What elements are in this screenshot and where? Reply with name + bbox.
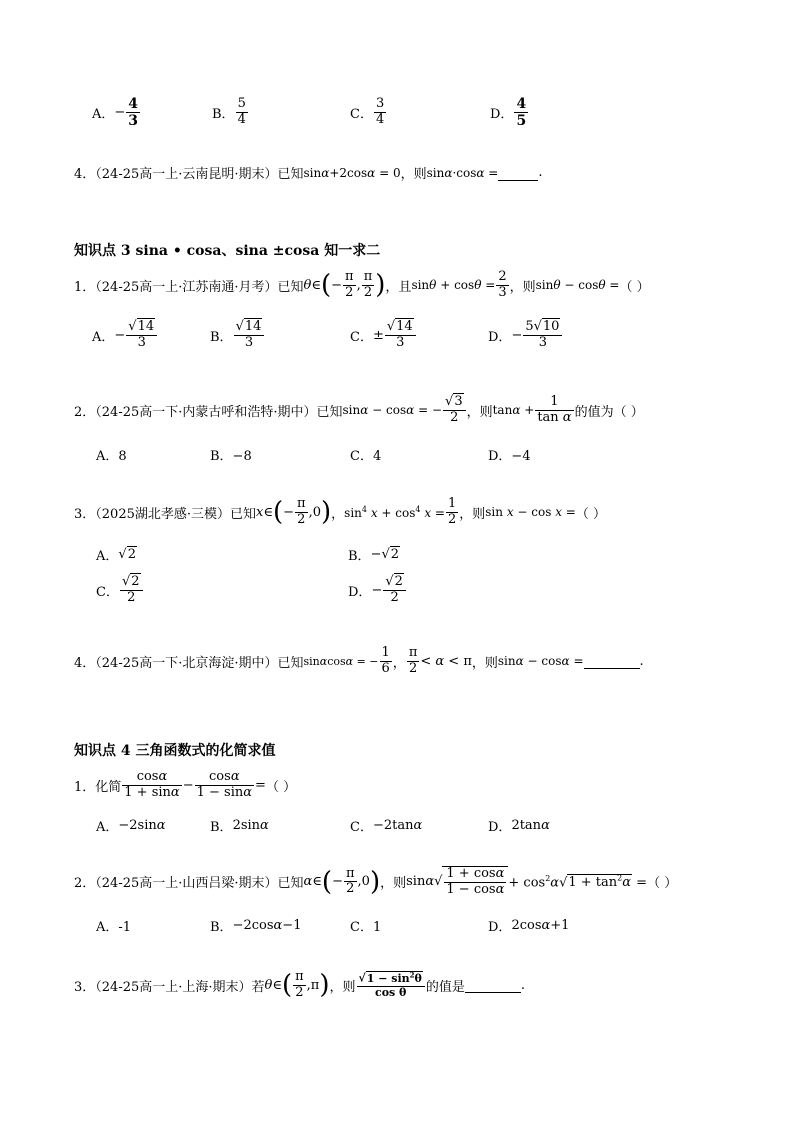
fraction: $\frac{\pi}{2}$: [295, 969, 304, 1000]
text: .: [639, 653, 644, 669]
text: 的值为（ ）: [574, 404, 644, 420]
s3-q3-options-row2: [96, 575, 407, 606]
option-label: A．: [92, 329, 115, 345]
option-label: C．: [350, 820, 373, 835]
text: ，且: [385, 279, 412, 295]
text: ，: [331, 506, 345, 522]
option-b: B． −2cosα−1: [210, 918, 302, 935]
option-label: D．: [348, 584, 372, 600]
fraction: $\frac{√1 - \sin^2\theta}{\text{cos θ}}$: [357, 971, 425, 999]
option-c: C． ± $\frac{√14}{3}$: [350, 320, 488, 351]
option-c: [96, 575, 348, 606]
fraction: $\frac{√2}{2}$: [383, 575, 406, 606]
fraction: $\frac{1}{6}$: [381, 645, 390, 676]
option-c: C．1: [350, 920, 382, 935]
text: （ ）: [265, 779, 297, 795]
fraction: $\frac{5√10}{3}$: [523, 320, 562, 351]
option-b: [212, 97, 350, 128]
question-label: 1．（24-25高一上·江苏南通·月考）已知: [74, 279, 304, 295]
option-d: [490, 96, 529, 129]
text: （ ）: [647, 876, 678, 892]
option-label: B．: [210, 329, 233, 345]
fraction: $\frac{\cos\alpha}{1 + \sin\alpha}$: [124, 769, 180, 800]
option-c: C． −2tanα: [350, 818, 423, 835]
text: ，: [392, 655, 406, 671]
text: ，则: [329, 979, 356, 995]
option-label: B．: [210, 920, 233, 935]
option-d: D．−4: [488, 449, 531, 464]
fraction: $\frac{3}{4}$: [375, 96, 385, 128]
option-d: D． 2cosα+1: [488, 918, 570, 935]
option-a: A． −2sinα: [96, 818, 166, 835]
text: ，则: [471, 655, 498, 671]
s3-question-2: 2．（24-25高一下·内蒙古呼和浩特·期中）已知 sinα − cosα = − $\frac{√3}{2}$ ，则 tanα + $\frac{1}{\text{tan α}}$ 的值为（ ）: [74, 394, 644, 425]
section-3-title: 知识点 3 sina • cosa、sina ±cosa 知一求二: [74, 243, 381, 259]
option-b: B． 2sinα: [210, 818, 269, 835]
fraction: $\frac{4}{3}$: [128, 96, 139, 130]
option-label: A．: [96, 820, 119, 835]
question-label: 3．（24-25高一上·上海·期末）若: [74, 979, 265, 995]
fraction: $\frac{\pi}{2}$: [408, 645, 418, 676]
fraction: $\frac{√3}{2}$: [443, 395, 466, 426]
fraction: $\frac{1}{\text{tan α}}$: [537, 394, 572, 425]
text: ，则: [459, 506, 486, 522]
fraction: $\frac{4}{5}$: [516, 96, 527, 130]
section-4-title: 知识点 4 三角函数式的化简求值: [74, 743, 276, 759]
answer-blank[interactable]: [465, 977, 521, 993]
text: （ ）: [575, 506, 606, 522]
question-label: 4．（24-25高一上·云南昆明·期末）已知: [74, 167, 304, 182]
text: .: [538, 165, 543, 180]
text: ，则: [509, 279, 536, 295]
question-label: 2．（24-25高一下·内蒙古呼和浩特·期中）已知: [74, 404, 343, 420]
option-label: D．: [490, 107, 514, 123]
fraction: $\frac{\pi}{2}$: [345, 269, 354, 300]
fraction: $\frac{1}{2}$: [447, 496, 457, 527]
text: ，则: [400, 167, 427, 182]
option-a: A． − $\frac{4}{3}$: [92, 96, 139, 130]
s4-question-3: 3．（24-25高一上·上海·期末）若 θ ∈ ( $\frac{\pi}{2}$ ,π ) ，则 $\frac{√1 - \sin^2\theta}{\text{cos θ}}$ 的值是 .: [74, 969, 526, 1001]
option-d: D． − $\frac{5√10}{3}$: [488, 320, 563, 351]
s4-q2-options: [96, 916, 569, 935]
fraction: $\frac{\pi}{2}$: [345, 865, 355, 897]
s3-question-3: 3．（2025湖北孝感·三模）已知 x ∈ ( − $\frac{\pi}{2}$ ,0 ) ， $\sin^4 x + \cos^4 x$ = $\frac{1}{2}$ ，则 sin x − cos x = （ ）: [74, 496, 606, 528]
s3-q1-options: [92, 320, 563, 351]
text: （ ）: [619, 279, 650, 295]
s3-q2-options: [96, 445, 531, 464]
option-label: D．: [488, 920, 512, 935]
option-label: C．: [350, 107, 373, 123]
option-b: [210, 320, 350, 351]
fraction: $\frac{\cos\alpha}{1 - \sin\alpha}$: [196, 769, 253, 800]
option-c: [350, 97, 490, 128]
s4-question-2: 2．（24-25高一上·山西吕梁·期末）已知 α ∈ ( − $\frac{\pi}{2}$ ,0 ) ，则 sinα √ $\frac{1 + \cos\alpha}{1 - \cos\alpha}$ + $\cos^2\alpha√1 + \tan^2\alpha$ = （ ）: [74, 865, 678, 897]
option-a: A． − $\frac{√14}{3}$: [92, 320, 210, 351]
text: 的值是: [425, 979, 465, 995]
s3-q3-options-row1: [96, 545, 400, 564]
option-d: D． − $\frac{√2}{2}$: [348, 575, 407, 606]
option-c: C．4: [350, 449, 382, 464]
fraction: $\frac{1 + \cos\alpha}{1 - \cos\alpha}$: [446, 866, 505, 897]
s4-q1-options: [96, 816, 550, 835]
top-options-row: [92, 96, 529, 129]
fraction: $\frac{5}{4}$: [237, 96, 246, 128]
s3-question-1: 1．（24-25高一上·江苏南通·月考）已知 θ ∈ ( − $\frac{\pi}{2}$ , $\frac{\pi}{2}$ ) ，且 sinθ + cosθ = $\frac{2}{3}$ ，则 sinθ − cosθ = （ ）: [74, 269, 650, 301]
option-label: C．: [96, 584, 119, 600]
option-b: B． −√2: [348, 547, 400, 564]
option-b: B．−8: [210, 449, 252, 464]
question-label: 1．化简: [74, 779, 122, 795]
question-4-prev: 4．（24-25高一上·云南昆明·期末）已知 sinα+2cosα = 0 ，则 sinα·cosα = .: [74, 165, 543, 182]
option-a: A．8: [96, 449, 127, 464]
text: ，则: [466, 404, 493, 420]
option-label: C．: [350, 329, 373, 345]
s3-question-4: 4．（24-25高一下·北京海淀·期中）已知 sinαcosα = − $\frac{1}{6}$ ， $\frac{\pi}{2}$ < α < π ，则 sinα − cosα = .: [74, 645, 644, 676]
option-label: D．: [488, 820, 512, 835]
option-a: A．-1: [96, 920, 132, 935]
text: ，则: [380, 876, 407, 892]
option-label: D．: [488, 329, 512, 345]
fraction: $\frac{\pi}{2}$: [363, 269, 373, 300]
fraction: $\frac{2}{3}$: [498, 269, 507, 300]
question-label: 3．（2025湖北孝感·三模）已知: [74, 506, 256, 522]
s4-question-1: 1．化简 $\frac{\cos\alpha}{1 + \sin\alpha}$ − $\frac{\cos\alpha}{1 - \sin\alpha}$ = （ ）: [74, 769, 297, 800]
fraction: $\frac{√14}{3}$: [234, 320, 265, 351]
text: .: [520, 977, 526, 993]
option-label: A．: [92, 107, 115, 123]
option-label: B．: [210, 820, 233, 835]
fraction: $\frac{\pi}{2}$: [297, 496, 306, 527]
question-label: 4．（24-25高一下·北京海淀·期中）已知: [74, 655, 304, 671]
question-label: 2．（24-25高一上·山西吕梁·期末）已知: [74, 876, 304, 892]
fraction: $\frac{√14}{3}$: [126, 320, 157, 351]
option-label: B．: [212, 107, 235, 123]
option-d: D． 2tanα: [488, 818, 550, 835]
answer-blank[interactable]: [584, 653, 640, 669]
option-label: A．: [96, 549, 119, 564]
option-a: A． √2: [96, 547, 136, 564]
option-label: B．: [348, 549, 371, 564]
answer-blank[interactable]: [498, 165, 538, 181]
fraction: $\frac{√14}{3}$: [385, 320, 416, 351]
fraction: $\frac{√2}{2}$: [120, 575, 143, 606]
